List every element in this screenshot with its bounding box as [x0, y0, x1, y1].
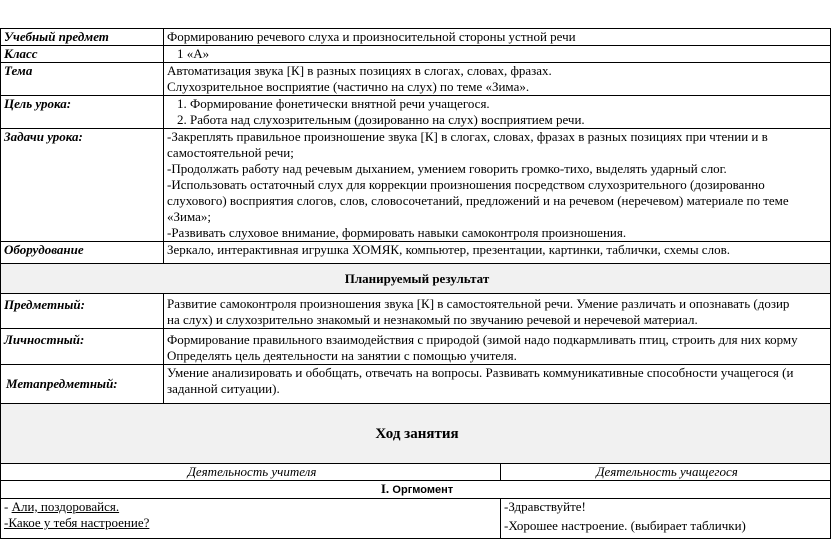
value-class	[164, 46, 831, 63]
student-line-2: -Хорошее настроение. (выбирает таблички)	[504, 518, 746, 533]
label-topic: Тема	[1, 63, 164, 96]
row-result-personal	[1, 329, 831, 365]
result-meta-line-1: Умение анализировать и обобщать, отвечать на вопросы. Развивать коммуникативные способности учащегося (и	[167, 365, 794, 380]
student-activity-header: Деятельность учащегося	[501, 464, 831, 481]
label-result-personal: Личностный:	[1, 329, 164, 365]
row-dialog	[1, 499, 831, 539]
section-heading	[1, 481, 831, 499]
value-tasks	[164, 129, 831, 242]
topic-line-2: Слухозрительное восприятие (частично на слух) по теме «Зима».	[167, 79, 530, 94]
result-meta-line-2: заданной ситуации).	[167, 381, 280, 396]
lesson-course-heading: Ход занятия	[1, 404, 831, 464]
label-goal: Цель урока:	[1, 96, 164, 129]
row-topic	[1, 63, 831, 96]
row-result-subject	[1, 294, 831, 329]
task-line-3: -Продолжать работу над речевым дыханием, умением говорить громко-тихо, выделять ударный слог.	[167, 161, 727, 176]
row-class	[1, 46, 831, 63]
goal-line-2: 2. Работа над слухозрительным (дозированно на слух) восприятием речи.	[177, 112, 585, 127]
value-result-personal	[164, 329, 831, 365]
value-result-subject	[164, 294, 831, 329]
task-line-5: слухового) восприятия слогов, слов, словосочетаний, предложений и на речевом (неречевом) материале по теме	[167, 193, 789, 208]
result-subject-line-1: Развитие самоконтроля произношения звука [К] в самостоятельной речи. Умение различать и опознавать (дозир	[167, 296, 790, 311]
task-line-1: -Закреплять правильное произношение звука [К] в слогах, словах, фразах в разных позициях при чтении и в	[167, 129, 768, 144]
teacher-dialog	[1, 499, 501, 539]
teacher-dash: -	[4, 499, 12, 514]
planned-result-heading: Планируемый результат	[1, 264, 831, 294]
value-subject: Формированию речевого слуха и произносительной стороны устной речи	[164, 29, 831, 46]
label-equipment: Оборудование	[1, 242, 164, 264]
row-subject	[1, 29, 831, 46]
teacher-line-2: -Какое у тебя настроение?	[4, 515, 150, 530]
topic-line-1: Автоматизация звука [К] в разных позициях в слогах, словах, фразах.	[167, 63, 552, 78]
row-planned-result	[1, 264, 831, 294]
section-title: Оргмомент	[392, 484, 454, 496]
row-lesson-course	[1, 404, 831, 464]
teacher-line-1	[4, 499, 500, 515]
value-equipment: Зеркало, интерактивная игрушка ХОМЯК, компьютер, презентации, картинки, таблички, схемы слов.	[164, 242, 831, 264]
result-personal-line-1: Формирование правильного взаимодействия с природой (зимой надо подкармливать птиц, строить для них корму	[167, 332, 798, 347]
task-line-6: «Зима»;	[167, 209, 211, 224]
value-goal	[164, 96, 831, 129]
row-equipment	[1, 242, 831, 264]
teacher-activity-header: Деятельность учителя	[1, 464, 501, 481]
value-result-meta	[164, 365, 831, 404]
task-line-2: самостоятельной речи;	[167, 145, 294, 160]
task-line-4: -Использовать остаточный слух для коррекции произношения посредством слухозрительного (дозированно	[167, 177, 765, 192]
student-line-1: -Здравствуйте!	[504, 499, 586, 514]
row-tasks	[1, 129, 831, 242]
row-section	[1, 481, 831, 499]
result-subject-line-2: на слух) и слухозрительно знакомый и незнакомый по звучанию речевой и неречевой материал.	[167, 312, 698, 327]
teacher-greeting: Али, поздоровайся.	[11, 499, 120, 514]
row-activity-headers	[1, 464, 831, 481]
lesson-plan-table	[0, 28, 831, 539]
row-goal	[1, 96, 831, 129]
row-result-meta	[1, 365, 831, 404]
label-result-subject: Предметный:	[1, 294, 164, 329]
label-class: Класс	[1, 46, 164, 63]
section-number: I.	[380, 481, 390, 496]
goal-line-1: 1. Формирование фонетически внятной речи учащегося.	[177, 96, 490, 111]
student-dialog	[501, 499, 831, 539]
label-result-meta: Метапредметный:	[1, 365, 164, 404]
label-tasks: Задачи урока:	[1, 129, 164, 242]
label-subject: Учебный предмет	[1, 29, 164, 46]
result-personal-line-2: Определять цель деятельности на занятии с помощью учителя.	[167, 348, 517, 363]
class-value-text: 1 «А»	[177, 46, 210, 61]
value-topic	[164, 63, 831, 96]
task-line-7: -Развивать слуховое внимание, формировать навыки самоконтроля произношения.	[167, 225, 627, 240]
